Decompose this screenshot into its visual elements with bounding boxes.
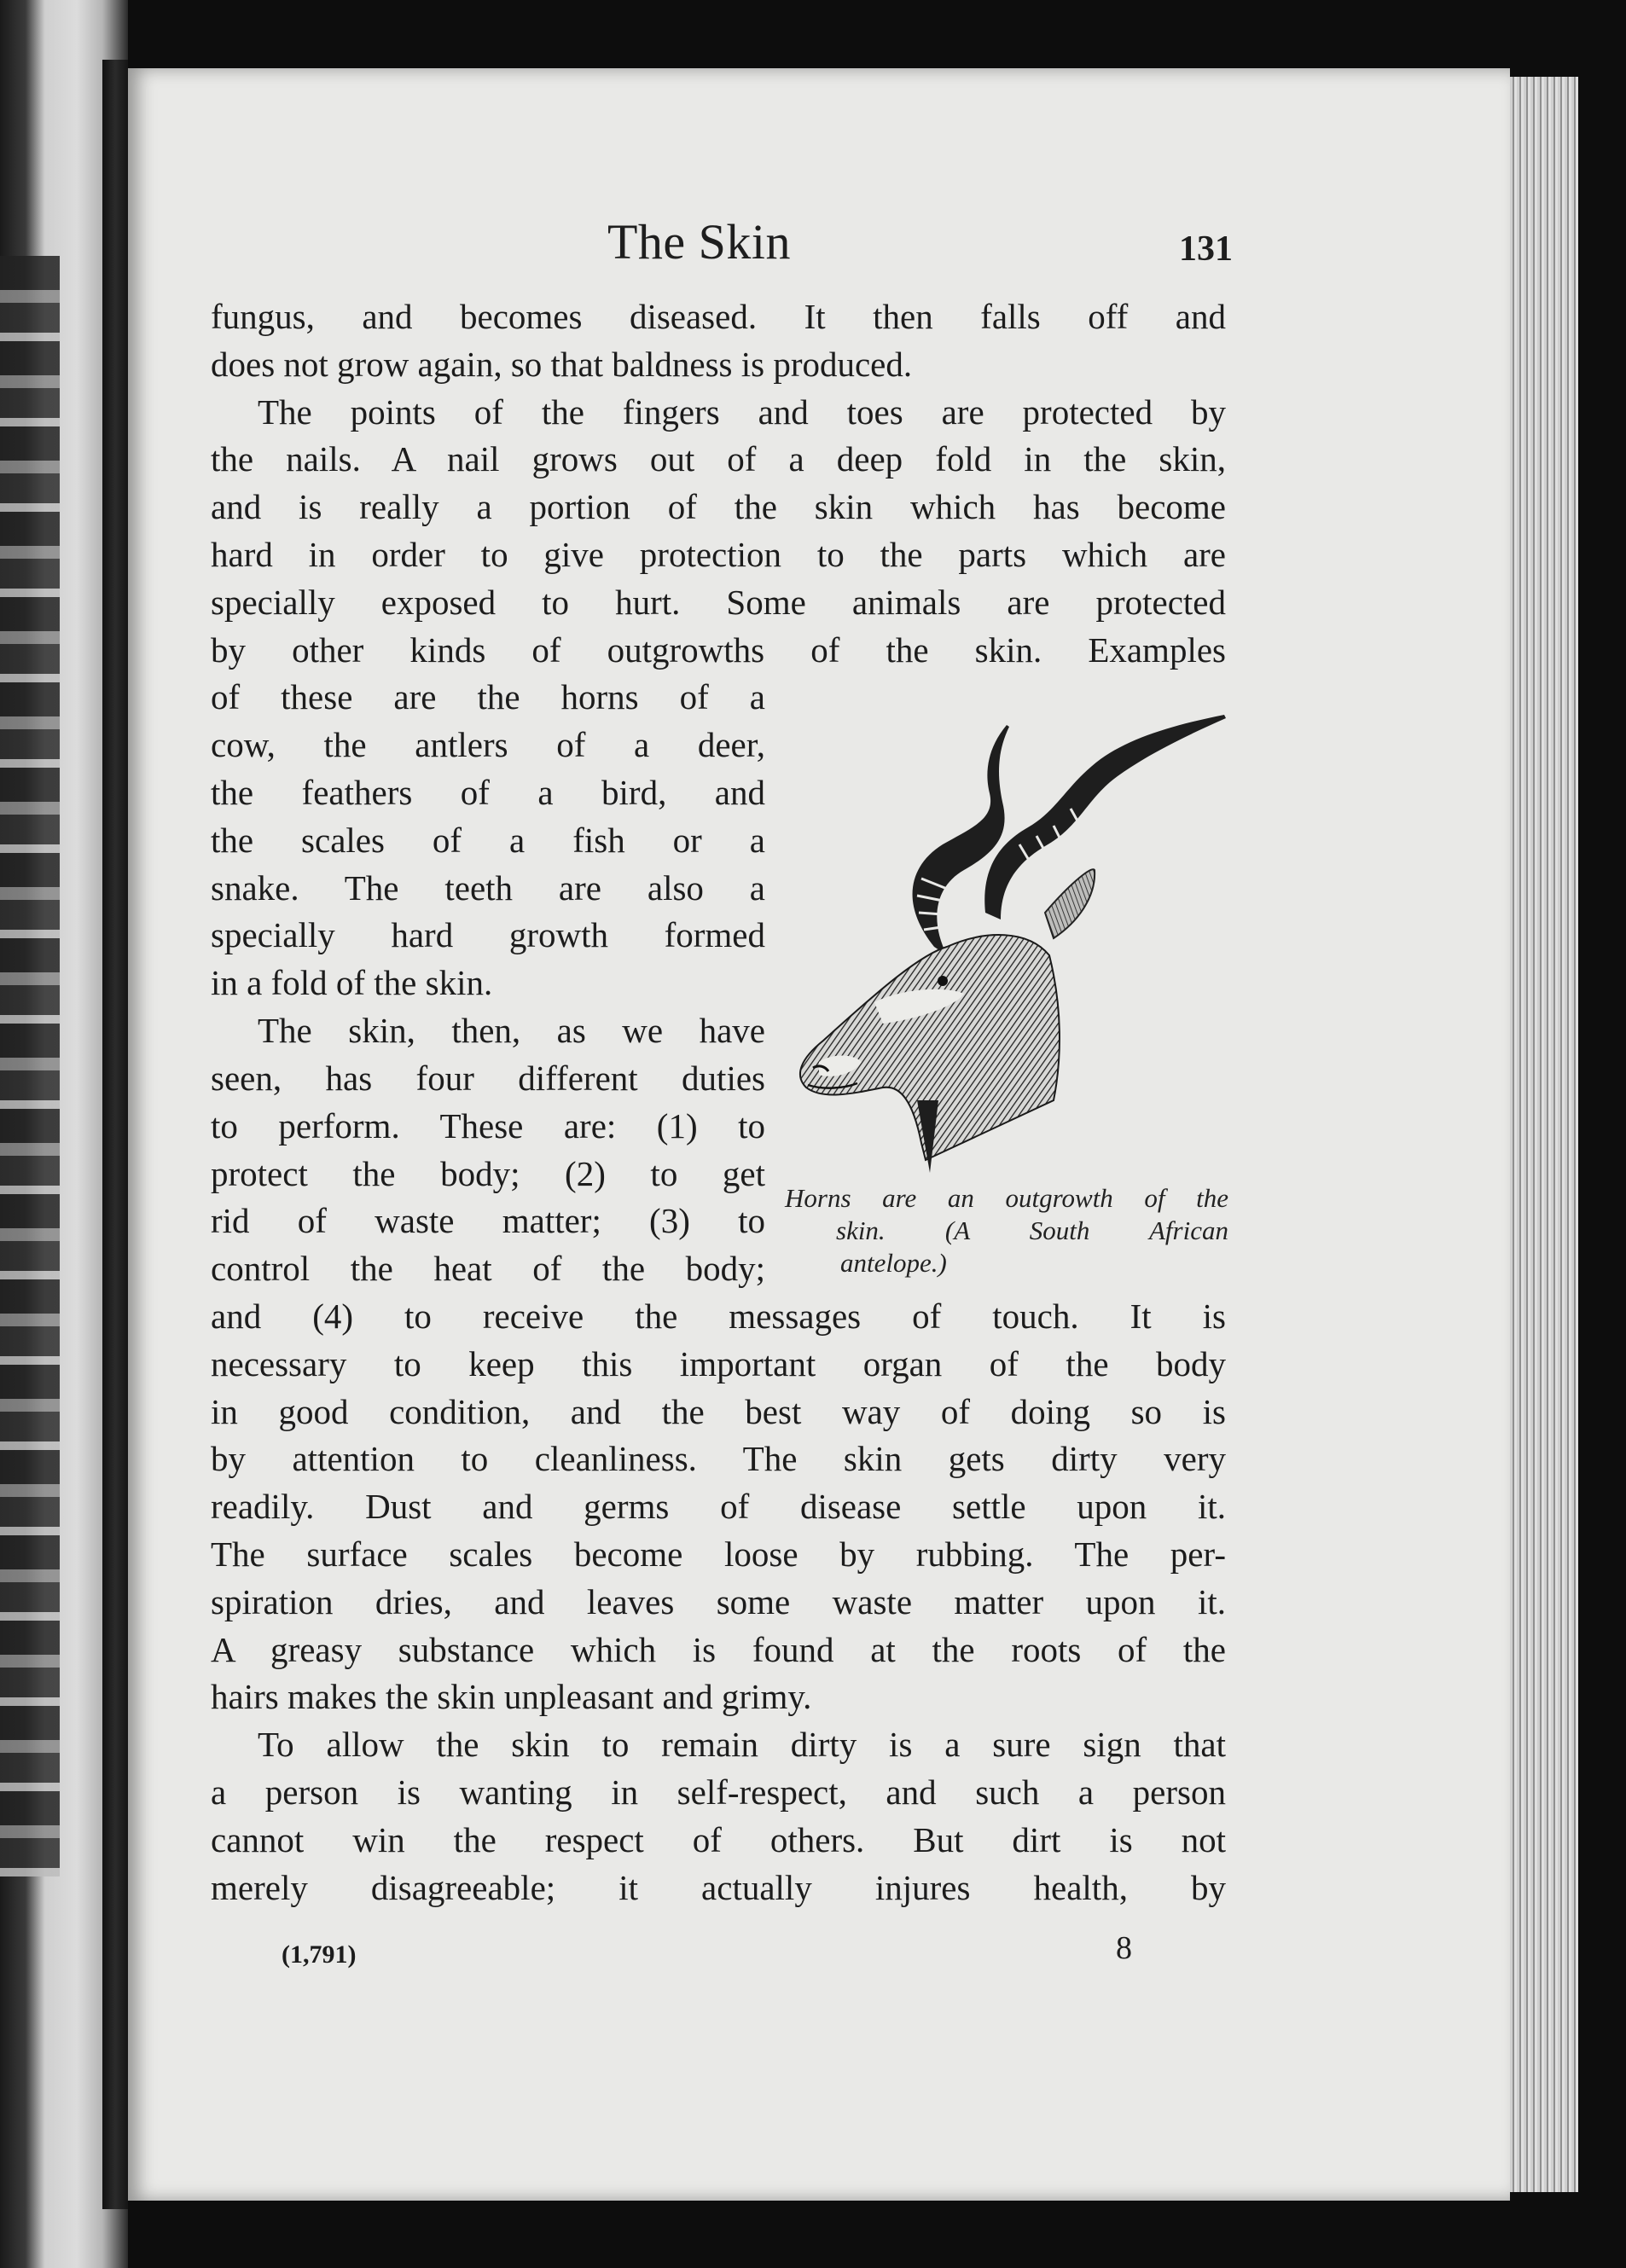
text-line: in a fold of the skin. xyxy=(211,963,493,1002)
text-line: A greasy substance which is found at the roots of the xyxy=(211,1630,1226,1669)
text-line: specially hard growth formed xyxy=(211,915,765,954)
text-line: to perform. These are: (1) to xyxy=(211,1106,765,1146)
text-line: hard in order to give protection to the parts which are xyxy=(211,535,1226,574)
text-line: the scales of a fish or a xyxy=(211,821,765,860)
text-line: does not grow again, so that baldness is produced. xyxy=(211,345,913,384)
text-line: cow, the antlers of a deer, xyxy=(211,725,765,764)
text-line: The skin, then, as we have xyxy=(258,1011,765,1050)
caption-line: Horns are an outgrowth of the xyxy=(785,1183,1228,1213)
caption-line: skin. (A South African xyxy=(836,1215,1228,1245)
text-line: and is really a portion of the skin which has become xyxy=(211,487,1226,526)
text-line: and (4) to receive the messages of touch. It is xyxy=(211,1296,1226,1336)
text-line: To allow the skin to remain dirty is a sure sign that xyxy=(258,1725,1226,1764)
text-line: spiration dries, and leaves some waste matter upon it. xyxy=(211,1582,1226,1621)
text-line: snake. The teeth are also a xyxy=(211,868,765,908)
antelope-head-illustration xyxy=(772,699,1237,1177)
caption-line: antelope.) xyxy=(840,1248,947,1278)
text-line: The points of the fingers and toes are protected by xyxy=(258,392,1226,432)
text-line: control the heat of the body; xyxy=(211,1249,765,1288)
text-line: specially exposed to hurt. Some animals are protected xyxy=(211,583,1226,622)
text-line: necessary to keep this important organ of the body xyxy=(211,1344,1226,1383)
text-line: by other kinds of outgrowths of the skin. Examples xyxy=(211,630,1226,670)
text-line: hairs makes the skin unpleasant and grimy. xyxy=(211,1677,812,1716)
text-line: the feathers of a bird, and xyxy=(211,773,765,812)
text-line: protect the body; (2) to get xyxy=(211,1154,765,1193)
gathering-number: 8 xyxy=(1116,1930,1132,1966)
text-line: in good condition, and the best way of doing so is xyxy=(211,1392,1226,1431)
text-line: rid of waste matter; (3) to xyxy=(211,1201,765,1240)
page-edges xyxy=(1510,77,1578,2192)
figure-caption xyxy=(785,1182,1228,1279)
book-gutter xyxy=(102,60,128,2209)
text-line: The surface scales become loose by rubbing. The per- xyxy=(211,1534,1226,1574)
text-line: cannot win the respect of others. But dirt is not xyxy=(211,1820,1226,1859)
text-line: readily. Dust and germs of disease settle upon it. xyxy=(211,1487,1226,1526)
text-line: seen, has four different duties xyxy=(211,1059,765,1098)
text-line: by attention to cleanliness. The skin gets dirty very xyxy=(211,1439,1226,1478)
facing-page-fragment xyxy=(0,256,60,1876)
printer-signature: (1,791) xyxy=(282,1940,357,1969)
running-head: The Skin xyxy=(607,214,792,270)
text-line: merely disagreeable; it actually injures health, by xyxy=(211,1868,1226,1907)
text-line: the nails. A nail grows out of a deep fold in the skin, xyxy=(211,439,1226,479)
text-line: fungus, and becomes diseased. It then falls off and xyxy=(211,297,1226,336)
text-line: a person is wanting in self-respect, and such a person xyxy=(211,1772,1226,1812)
page-number: 131 xyxy=(1179,229,1233,269)
text-line: of these are the horns of a xyxy=(211,677,765,716)
